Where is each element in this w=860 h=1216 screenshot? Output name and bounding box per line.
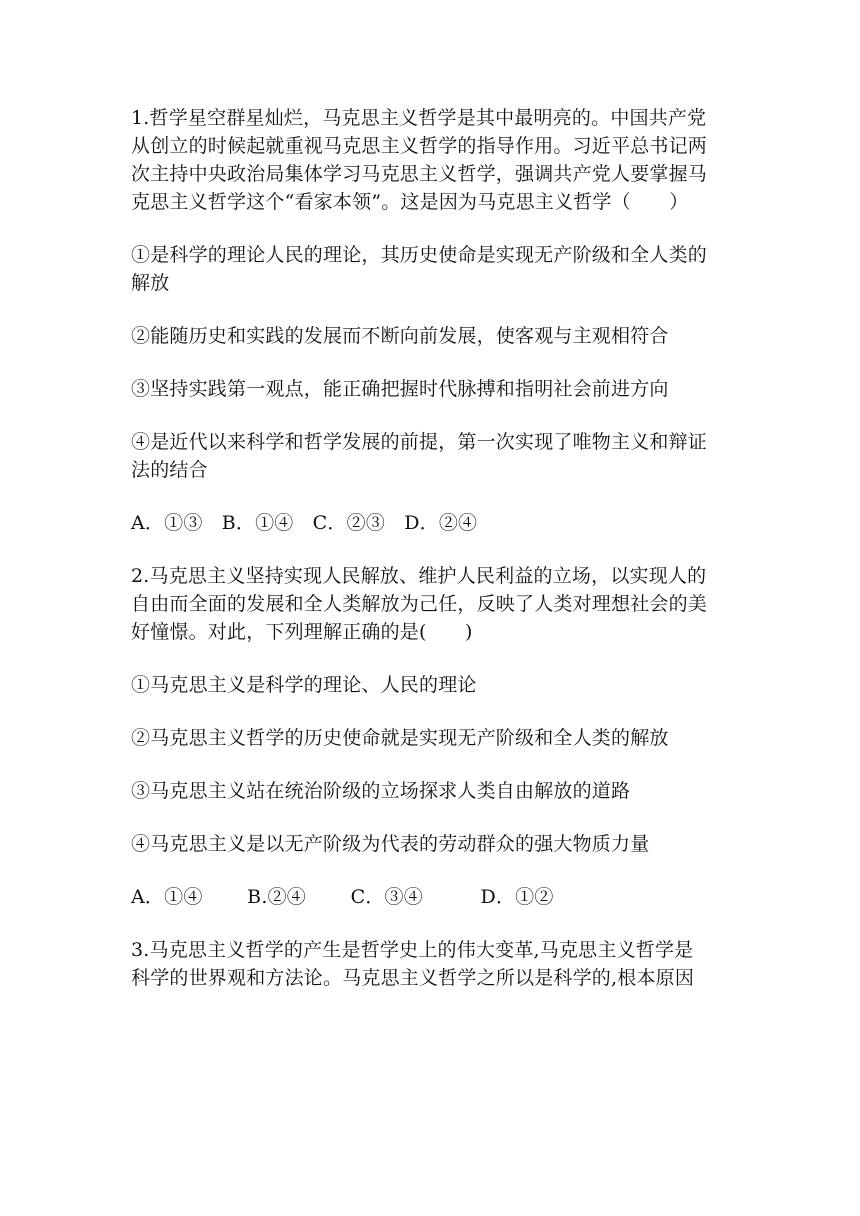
option-line: ②马克思主义哲学的历史使命就是实现无产阶级和全人类的解放 — [131, 727, 669, 749]
question-2-choices — [131, 883, 741, 911]
question-2-stem — [131, 562, 741, 646]
question-2-option-3 — [131, 777, 741, 805]
option-line: ①是科学的理论人民的理论，其历史使命是实现无产阶级和全人类的 — [131, 244, 708, 266]
option-line: 法的结合 — [131, 459, 208, 481]
question-1-option-4 — [131, 428, 741, 484]
question-1-stem-line: 次主持中央政治局集体学习马克思主义哲学，强调共产党人要掌握马 — [131, 163, 708, 185]
question-1-stem-line: 从创立的时候起就重视马克思主义哲学的指导作用。习近平总书记两 — [131, 135, 708, 157]
option-line: ②能随历史和实践的发展而不断向前发展，使客观与主观相符合 — [131, 325, 669, 347]
option-line: 解放 — [131, 272, 170, 294]
question-1-choices — [131, 509, 741, 537]
question-2-stem-line: 好憧憬。对此，下列理解正确的是( ) — [131, 621, 473, 643]
question-3-stem — [131, 936, 741, 992]
question-1-stem — [131, 104, 741, 216]
question-2-stem-line: 2.马克思主义坚持实现人民解放、维护人民利益的立场，以实现人的 — [131, 565, 707, 587]
option-line: ④是近代以来科学和哲学发展的前提，第一次实现了唯物主义和辩证 — [131, 431, 708, 453]
answer-choices: A．①④ B.②④ C．③④ D．①② — [131, 886, 554, 908]
question-1-stem-line: 1.哲学星空群星灿烂，马克思主义哲学是其中最明亮的。中国共产党 — [131, 107, 707, 129]
option-line: ③坚持实践第一观点，能正确把握时代脉搏和指明社会前进方向 — [131, 378, 669, 400]
question-1-stem-line: 克思主义哲学这个“看家本领”。这是因为马克思主义哲学（ ） — [131, 191, 689, 213]
option-line: ④马克思主义是以无产阶级为代表的劳动群众的强大物质力量 — [131, 833, 650, 855]
question-1-option-3 — [131, 375, 741, 403]
answer-choices: A．①③ B．①④ C．②③ D．②④ — [131, 512, 478, 534]
question-2-option-2 — [131, 724, 741, 752]
question-3-stem-line: 3.马克思主义哲学的产生是哲学史上的伟大变革,马克思主义哲学是 — [131, 939, 694, 961]
question-1-option-1 — [131, 241, 741, 297]
question-1-option-2 — [131, 322, 741, 350]
question-2-option-1 — [131, 671, 741, 699]
document-page — [131, 104, 741, 992]
option-line: ①马克思主义是科学的理论、人民的理论 — [131, 674, 477, 696]
question-3-stem-line: 科学的世界观和方法论。马克思主义哲学之所以是科学的,根本原因 — [131, 967, 695, 989]
option-line: ③马克思主义站在统治阶级的立场探求人类自由解放的道路 — [131, 780, 631, 802]
question-2-option-4 — [131, 830, 741, 858]
question-2-stem-line: 自由而全面的发展和全人类解放为己任，反映了人类对理想社会的美 — [131, 593, 708, 615]
